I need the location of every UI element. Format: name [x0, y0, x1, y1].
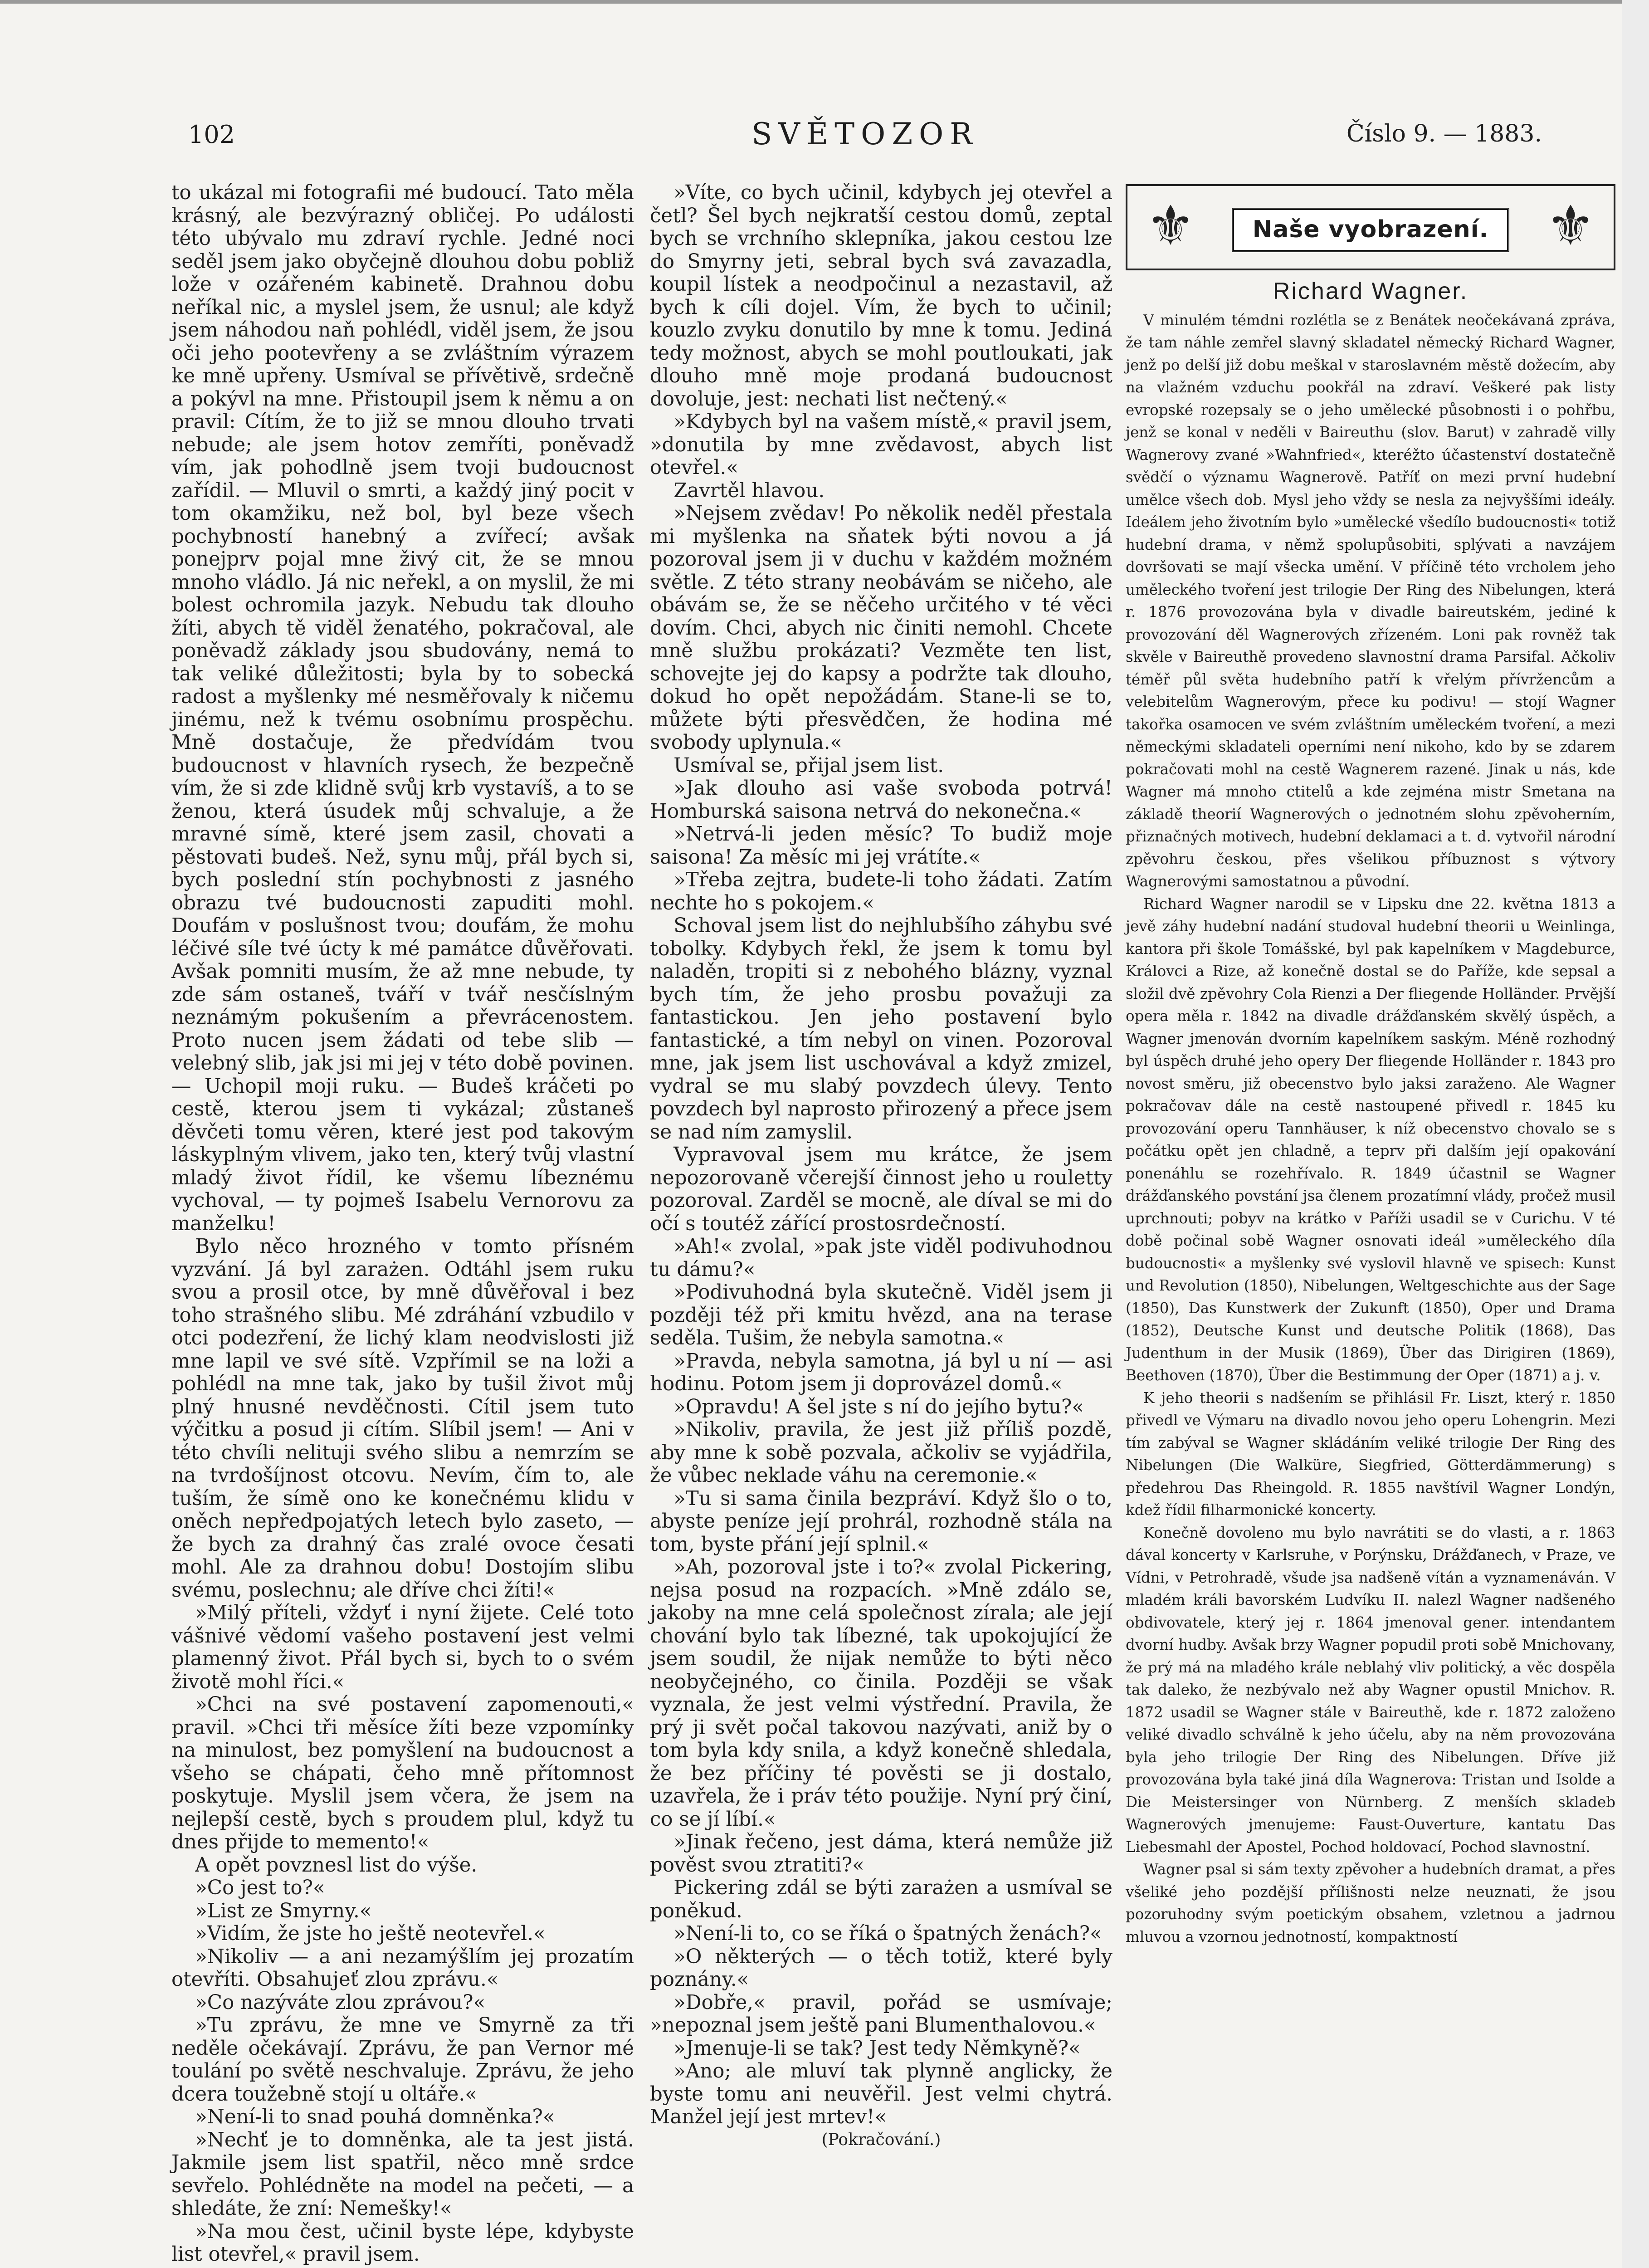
paragraph: »Co nazýváte zlou zprávou?«: [195, 1991, 486, 2014]
paragraph: K jeho theorii s nadšením se přihlásil Fr. Liszt, který r. 1850 přivedl ve Výmaru na divadlo novou jeho operu Lohengrin. Mezi tím zabýval se Wagner skládáním veliké trilogie Der Ring des Nibelungen (Die Walküre, Siegfried, Götterdämmerung) s předehrou Das Rheingold. R. 1855 navštívil Wagner Londýn, kdež řídil filharmonické koncerty.: [1126, 1389, 1615, 1519]
paragraph: »Nejsem zvědav! Po několik neděl přestala mi myšlenka na sňatek býti novou a já pozoroval jsem ji v duchu v každém možném světle. Z této strany neobávám se ničeho, ale obávám se, že se něčeho určitého v té věci dovím. Chci, abych nic činiti nemohl. Chcete mně službu prokázati? Vezměte ten list, schovejte jej do kapsy a podržte tak dlouho, dokud ho opět nepožádám. Stane-li se to, můžete býti přesvědčen, že hodina mé svobody uplynula.«: [650, 502, 1112, 754]
paragraph: Schoval jsem list do nejhlubšího záhybu své tobolky. Kdybych řekl, že jsem k tomu byl naladěn, tropiti si z nebohého blázny, vyznal bych tím, že jeho prosbu považuji za fantastickou. Jen jeho postavení bylo fantastické, a tím nebyl on vinen. Pozoroval mne, jak jsem list uschovával a když zmizel, vydral se mu slabý povzdech úlevy. Tento povzdech byl naprosto přirozený a přece jsem se nad ním zamyslil.: [650, 914, 1112, 1144]
article-title: Richard Wagner.: [1273, 278, 1468, 304]
paragraph: »Jmenuje-li se tak? Jest tedy Němkyně?«: [673, 2037, 1081, 2060]
scan-top-border: [0, 0, 1649, 4]
paragraph: Pickering zdál se býti zarażen a usmíval se poněkud.: [650, 1877, 1112, 1922]
paragraph: »Ano; ale mluví tak plynně anglicky, že byste tomu ani neuvěřil. Jest velmi chytrá. Manžel její jest mrtev!«: [650, 2060, 1112, 2128]
paragraph: »Ah, pozoroval jste i to?« zvolal Pickering, nejsa posud na rozpacích. »Mně zdálo se, jakoby na mne celá společnost zírala; ale její chování bylo tak líbezné, tak upokojující že jsem soudil, že nijak nemůže to býti něco neobyčejného, co činila. Později se však vyznala, že jest velmi výstřední. Pravila, že prý ji svět počal takovou nazývati, aniž by o tom byla kdy snila, a když konečně shledala, že bez příčiny té pověsti se ji dostalo, uzavřela, že i práv této použije. Nyní prý činí, co se jí líbí.«: [650, 1556, 1112, 1831]
paragraph: A opět povznesl list do výše.: [195, 1853, 478, 1877]
paragraph: »Pravda, nebyla samotna, já byl u ní — asi hodinu. Potom jsem ji doprovázel domů.«: [650, 1349, 1112, 1395]
paragraph: »Nechť je to domněnka, ale ta jest jistá. Jakmile jsem list spatřil, něco mně srdce sevřelo. Pohlédněte na model na pečeti, — a shledáte, že zní: Nemešky!«: [171, 2128, 634, 2220]
page-number: 102: [188, 120, 235, 149]
paragraph: »Podivuhodná byla skutečně. Viděl jsem ji později též při kmitu hvězd, ana na terase seděla. Tušim, že nebyla samotna.«: [650, 1281, 1112, 1349]
paragraph: »Milý příteli, vždyť i nyní žijete. Celé toto vášnivé vědomí vašeho postavení jest velmi plamenný život. Přál bych si, bych to o svém životě mohl říci.«: [171, 1602, 634, 1693]
issue-number: Číslo 9. — 1883.: [1346, 120, 1542, 147]
paragraph: »Není-li to, co se říká o špatných ženách?«: [673, 1922, 1102, 1945]
scan-right-margin: [1622, 0, 1649, 2268]
masthead: SVĚTOZOR: [751, 117, 979, 152]
paragraph: »Kdybych byl na vašem místě,« pravil jsem, »donutila by mne zvědavost, abych list otevřel.«: [650, 411, 1112, 479]
paragraph: Vypravoval jsem mu krátce, že jsem nepozorovaně včerejší činnost jeho u rouletty pozoroval. Zarděl se mocně, ale díval se mi do očí s toutéž zářící prostosrdečností.: [650, 1144, 1112, 1235]
paragraph: »Dobře,« pravil, pořád se usmívaje; »nepoznal jsem ještě pani Blumenthalovou.«: [650, 1991, 1112, 2037]
continued-note: (Pokračování.): [821, 2130, 941, 2149]
paragraph: Konečně dovoleno mu bylo navrátiti se do vlasti, a r. 1863 dával koncerty v Karlsruhe, v Porýnsku, Drážďanech, v Praze, ve Vídni, v Petrohradě, všude jsa nadšeně vítán a vyznamenáván. V mladém králi bavorském Ludvíku II. nalezl Wagner nadšeného obdivovatele, který jej r. 1864 jmenoval gener. intendantem dvorní hudby. Avšak brzy Wagner popudil proti sobě Mnichovany, že prý má na mladého krále neblahý vliv politický, a věc dospěla tak daleko, že nezbývalo než aby Wagner opustil Mnichov. R. 1872 usadil se Wagner stále v Baireuthě, kde r. 1872 založeno veliké divadlo schválně k jeho účelu, aby na něm provozována byla jeho trilogie Der Ring des Nibelungen. Dříve již provozována byla také jiná díla Wagnerova: Tristan und Isolde a Die Meistersinger von Nürnberg. Z menších skladeb Wagnerových jmenujeme: Faust-Ouverture, kantatu Das Liebesmahl der Apostel, Pochod holdovací, Pochod slavnostní.: [1126, 1524, 1615, 1856]
paragraph: »Víte, co bych učinil, kdybych jej otevřel a četl? Šel bych nejkratší cestou domů, zeptal bych se vrchního sklepníka, jakou cestou lze do Smyrny jeti, sebral bych svá zavazadla, koupil lístek a neodpočinul a nezastavil, až bych k cíli dojel. Vím, že bych to učinil; kouzlo zvyku donutilo by mne k tomu. Jediná tedy možnost, abych se mohl poutloukati, jak dlouho mně moje prodaná budoucnost dovoluje, jest: nechati list nečtený.«: [650, 181, 1112, 411]
paragraph: »Opravdu! A šel jste s ní do jejího bytu?«: [673, 1395, 1084, 1418]
paragraph: »Jinak řečeno, jest dáma, která nemůže již pověst svou ztratiti?«: [650, 1831, 1112, 1877]
paragraph: Richard Wagner narodil se v Lipsku dne 22. května 1813 a jevě záhy hudební nadání studoval hudební theorii u Weinlinga, kantora při škole Tomášské, byl pak kapelníkem v Magdeburce, Královci a Rize, až konečně dostal se do Paříže, kde sepsal a složil dvě zpěvohry Cola Rienzi a Der fliegende Holländer. Prvější opera měla r. 1842 na divadle drážďanském skvělý úspěch, a Wagner jmenován dvorním kapelníkem saským. Méně rozhodný byl úspěch druhé jeho opery Der fliegende Holländer r. 1843 pro novost směru, již obecenstvo bylo jaksi zaraženo. Ale Wagner pokračovav dále na cestě nastoupené přivedl r. 1845 ku provozování operu Tannhäuser, k níž obecenstvo chovalo se s počátku opět jen chladně, a teprv při dalším její opakování ponenáhlu se rozehřívalo. R. 1849 účastnil se Wagner drážďanského povstání jsa členem prozatímní vlády, pročež musil uprchnouti; pobyv na krátko v Paříži usadil se v Curichu. V té době počinal sobě Wagner osnovati ideál »uměleckého díla budoucnosti« a myšlenky své vyslovil hlavně ve spisech: Kunst und Revolution (1850), Nibelungen, Weltgeschichte aus der Sage (1850), Das Kunstwerk der Zukunft (1850), Oper und Drama (1852), Deutsche Kunst und deutsche Politik (1868), Das Judenthum in der Musik (1869), Über das Dirigiren (1869), Beethoven (1870), Über die Bestimmung der Oper (1871) a j. v.: [1126, 895, 1615, 1384]
paragraph: »Tu si sama činila bezpráví. Když šlo o to, abyste peníze její prohrál, rozhodně stála na tom, byste přání její splnil.«: [650, 1487, 1112, 1556]
paragraph: Bylo něco hrozného v tomto přísném vyzvání. Já byl zarażen. Odtáhl jsem ruku svou a prosil otce, by mně důvěřoval i bez toho strašného slibu. Mé zdráhání vzbudilo v otci podezření, že lichý klam neodvislosti již mne lapil ve své sítě. Vzpřímil se na loži a pohlédl na mne tak, jako by tušil život můj plný hnusné nevděčnosti. Cítil jsem tuto výčitku a posud ji cítím. Slíbil jsem! — Ani v této chvíli nelituji svého slibu a nemrzím se na tvrdošíjnost otcovu. Nevím, čím to, ale tuším, že símě ono ke konečnému klidu v oněch nepředpojatých letech bylo zaseto, — že bych za drahný čas zralé ovoce česati mohl. Ale za drahnou dobu! Dostojím slibu svému, poslechnu; ale dříve chci žíti!«: [171, 1235, 634, 1602]
paragraph: »Ah!« zvolal, »pak jste viděl podivuhodnou tu dámu?«: [650, 1235, 1112, 1281]
paragraph: Wagner psal si sám texty zpěvoher a hudebních dramat, a přes všeliké jeho pozdější přílišnosti nelze neuznati, že jsou pozoruhodny svým poetickým obsahem, vzletnou a jadrnou mluvou a vzornou jednotností, kompaktností: [1126, 1861, 1615, 1945]
fleur-ornament-icon: ⚜: [1546, 195, 1595, 258]
paragraph: »Nikoliv, pravila, že jest již příliš pozdě, aby mne k sobě pozvala, ačkoliv se vyjádřila, že vůbec neklade váhu na ceremonie.«: [650, 1418, 1112, 1487]
page-header: [188, 117, 1542, 161]
paragraph: »Nikoliv — a ani nezamýšlím jej prozatím otevříti. Obsahujeť zlou zprávu.«: [171, 1945, 634, 1991]
paragraph: Usmíval se, přijal jsem list.: [673, 754, 944, 777]
paragraph: »Tu zprávu, že mne ve Smyrně za tři neděle očekávají. Zprávu, že pan Vernor mé toulání po světě neschvaluje. Zprávu, že jeho dcera toužebně stojí u oltáře.«: [171, 2014, 634, 2106]
section-banner: [1126, 184, 1615, 270]
paragraph: »Není-li to snad pouhá domněnka?«: [195, 2106, 555, 2128]
paragraph: V minulém témdni rozlétla se z Benátek neočekávaná zpráva, že tam náhle zemřel slavný skladatel německý Richard Wagner, jenž po delší již dobu meškal v staroslavném městě dožecím, aby na vlažném vzduchu pookřál na zdraví. Veškeré pak listy evropské rozepsaly se o jeho umělecké působnosti i o pohřbu, jenž se konal v neděli v Baireuthu (slov. Barut) v zahradě villy Wagnerovy zvané »Wahnfried«, kteréžto účastenství dostatečně svědčí o významu Wagnerově. Patříť on mezi první hudební umělce všech dob. Mysl jeho vždy se nesla za nejvyššími ideály. Ideálem jeho životním bylo »umělecké všedílo budoucnosti« totiž hudební drama, v němž spolupůsobiti, splývati a navzájem dovršovati se mají všecka umění. V příčině této vrcholem jeho uměleckého tvoření jest trilogie Der Ring des Nibelungen, která r. 1876 provozována byla v divadle baireutském, jediné k provozování děl Wagnerových zřízeném. Loni pak rovněž tak skvěle v Baireuthě provedeno slavnostní drama Parsifal. Ačkoliv téměř půl světa hudebního patří k vřelým přívržencům a velebitelům Wagnerovým, přece ku podivu! — stojí Wagner takořka osamocen ve svém zvláštním uměleckém tvoření, a mezi německými skladateli operními není nikoho, kdo by se zdarem pokračovati mohl na cestě Wagnerem razené. Jinak u nás, kde Wagner má mnoho ctitelů a kde zejména mistr Smetana na základě theorií Wagnerových o jednotném slohu zpěvoherním, přiznačných motivech, hudební deklamaci a t. d. vytvořil národní zpěvohru českou, přes všelikou příbuznost s výtvory Wagnerovými samostatnou a původní.: [1126, 311, 1615, 890]
paragraph: »Netrvá-li jeden měsíc? To budiž moje saisona! Za měsíc mi jej vrátíte.«: [650, 823, 1112, 869]
column-2: [650, 181, 1112, 2151]
column-3: [1126, 181, 1615, 1948]
paragraph: »Na mou čest, učinil byste lépe, kdybyste list otevřel,« pravil jsem.: [171, 2220, 634, 2266]
paragraph: Zavrtěl hlavou.: [673, 479, 825, 502]
fleur-ornament-icon: ⚜: [1146, 195, 1195, 258]
paragraph: to ukázal mi fotografii mé budoucí. Tato měla krásný, ale bezvýrazný obličej. Po události této ubývalo mu zdraví rychle. Jedné noci seděl jsem jako obyčejně dlouhou dobu pobliž lože v ozářeném kabinetě. Drahnou dobu neříkal nic, a myslel jsem, že usnul; ale když jsem náhodou naň pohlédl, viděl jsem, že jsou oči jeho pootevřeny a se zvláštním výrazem ke mně upřeny. Usmíval se přívětivě, srdečně a pokývl na mne. Přistoupil jsem k němu a on pravil: Cítím, že to již se mnou dlouho trvati nebude; ale jsem hotov zemříti, poněvadž vím, jak pohodlně jsem tvoji budoucnost zařídil. — Mluvil o smrti, a každý jiný pocit v tom okamžiku, než bol, byl beze všech pochybností hanebný a zvířecí; avšak ponejprv pojal mne živý cit, že se mnou mnoho vládlo. Já nic neřekl, a on myslil, že mi bolest ochromila jazyk. Nebudu tak dlouho žíti, abych tě viděl ženatého, pokračoval, ale poněvadž základy jsou sbudovány, nemá to tak veliké důležitosti; byla by to sobecká radost a myšlenky mé nesměřovaly k ničemu jinému, než k tvému osobnímu prospěchu. Mně dostačuje, že předvídám tvou budoucnost v hlavních rysech, že bezpečně vím, že si zde klidně svůj krb vystavíš, a to se ženou, která úsudek můj schvaluje, a že mravné símě, které jsem zasil, chovati a pěstovati budeš. Než, synu můj, přál bych si, bych poslední stín pochybnosti z jasného obrazu tvé budoucnosti zapuditi mohl. Doufám v poslušnost tvou; doufám, že mohu léčivé síle tvé úcty k mé památce důvěřovati. Avšak pomniti musím, že až mne nebude, ty zde sám ostaneš, tváří v tvář nesčíslným neznámým pokušením a převrácenostem. Proto nucen jsem žádati od tebe slib — velebný slib, jak jsi mi jej v této době povinen. — Uchopil moji ruku. — Budeš kráčeti po cestě, kterou jsem ti vykázal; zůstaneš děvčeti tomu věren, které jest pod takovým láskyplným vlivem, jako ten, který tvůj vlastní mladý život řídil, ke všemu líbeznému vychoval, — ty pojmeš Isabelu Vernorovu za manželku!: [171, 181, 634, 1235]
column-1: [171, 181, 634, 2266]
paragraph: »O některých — o těch totiž, které byly poznány.«: [650, 1945, 1112, 1991]
paragraph: »Co jest to?«: [195, 1877, 325, 1899]
paragraph: »Třeba zejtra, budete-li toho žádati. Zatím nechte ho s pokojem.«: [650, 869, 1112, 914]
paragraph: »Jak dlouho asi vaše svoboda potrvá! Homburská saisona netrvá do nekonečna.«: [650, 777, 1112, 823]
paragraph: »List ze Smyrny.«: [195, 1899, 372, 1922]
paragraph: »Chci na své postavení zapomenouti,« pravil. »Chci tři měsíce žíti beze vzpomínky na minulost, bez pomyšlení na budoucnost a všeho se chápati, čeho mně přítomnost poskytuje. Myslil jsem včera, že jsem na nejlepší cestě, bych s proudem plul, když tu dnes přijde to memento!«: [171, 1693, 634, 1853]
paragraph: »Vidím, že jste ho ještě neotevřel.«: [195, 1922, 546, 1945]
section-heading: Naše vyobrazení.: [1232, 208, 1509, 252]
